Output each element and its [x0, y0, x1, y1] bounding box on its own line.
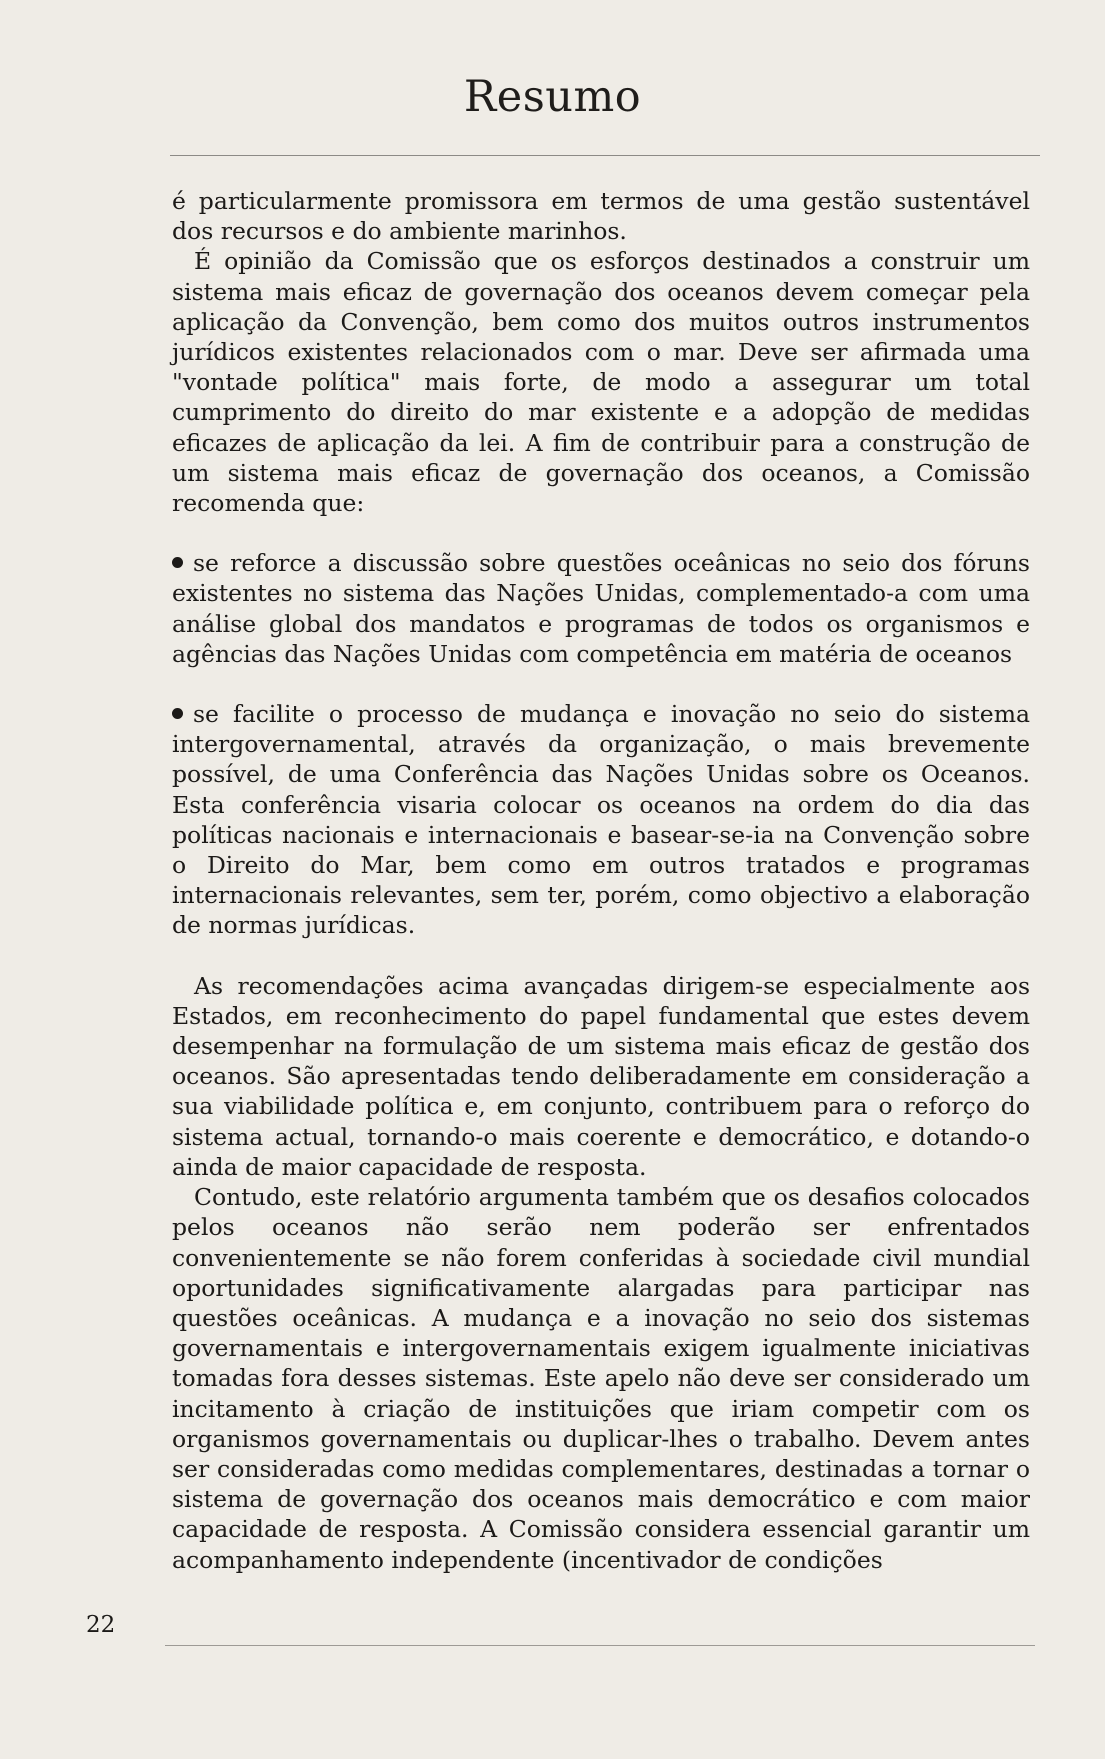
- title-divider: [170, 155, 1040, 156]
- page-number: 22: [86, 1612, 116, 1638]
- page-title: Resumo: [463, 72, 642, 122]
- paragraph-4: Contudo, este relatório argumenta também que os desafios colocados pelos oceanos não serão nem poderão ser enfrentados convenientemente se não forem conferidas à sociedade civil mundial oportunidades significativamente alargadas para participar nas questões oceânicas. A mudança e a inovação no seio dos sistemas governamentais e intergovernamentais exigem igualmente iniciativas tomadas fora desses sistemas. Este apelo não deve ser considerado um incitamento à criação de instituições que iriam competir com os organismos governamentais ou duplicar-lhes o trabalho. Devem antes ser consideradas como medidas complementares, destinadas a tornar o sistema de governação dos oceanos mais democrático e com maior capacidade de resposta. A Comissão considera essencial garantir um acompanhamento independente (incentivador de condições: [172, 1183, 1030, 1574]
- bullet-text-2: se facilite o processo de mudança e inovação no seio do sistema intergovernamental, através da organização, o mais brevemente possível, de uma Conferência das Nações Unidas sobre os Oceanos. Esta conferência visaria colocar os oceanos na ordem do dia das políticas nacionais e internacionais e basear-se-ia na Convenção sobre o Direito do Mar, bem como em outros tratados e programas internacionais relevantes, sem ter, porém, como objectivo a elaboração de normas jurídicas.: [172, 700, 1030, 940]
- paragraph-1: é particularmente promissora em termos de uma gestão sustentável dos recursos e do ambiente marinhos.: [172, 187, 1030, 246]
- main-text: [172, 186, 1030, 1575]
- bullet-icon: [172, 708, 183, 719]
- paragraph-2: É opinião da Comissão que os esforços destinados a construir um sistema mais eficaz de governação dos oceanos devem começar pela aplicação da Convenção, bem como dos muitos outros instrumentos jurídicos existentes relacionados com o mar. Deve ser afirmada uma "vontade política" mais forte, de modo a assegurar um total cumprimento do direito do mar existente e a adopção de medidas eficazes de aplicação da lei. A fim de contribuir para a construção de um sistema mais eficaz de governação dos oceanos, a Comissão recomenda que:: [172, 247, 1030, 518]
- footer-divider: [165, 1645, 1035, 1646]
- bullet-icon: [172, 557, 183, 568]
- bullet-text-1: se reforce a discussão sobre questões oceânicas no seio dos fóruns existentes no sistema das Nações Unidas, complementado-a com uma análise global dos mandatos e programas de todos os organismos e agências das Nações Unidas com competência em matéria de oceanos: [172, 549, 1030, 668]
- bullet-item-1: [172, 548, 1030, 669]
- paragraph-3: As recomendações acima avançadas dirigem-se especialmente aos Estados, em reconhecimento do papel fundamental que estes devem desempenhar na formulação de um sistema mais eficaz de gestão dos oceanos. São apresentadas tendo deliberadamente em consideração a sua viabilidade política e, em conjunto, contribuem para o reforço do sistema actual, tornando-o mais coerente e democrático, e dotando-o ainda de maior capacidade de resposta.: [172, 971, 1030, 1181]
- bullet-item-2: [172, 699, 1030, 941]
